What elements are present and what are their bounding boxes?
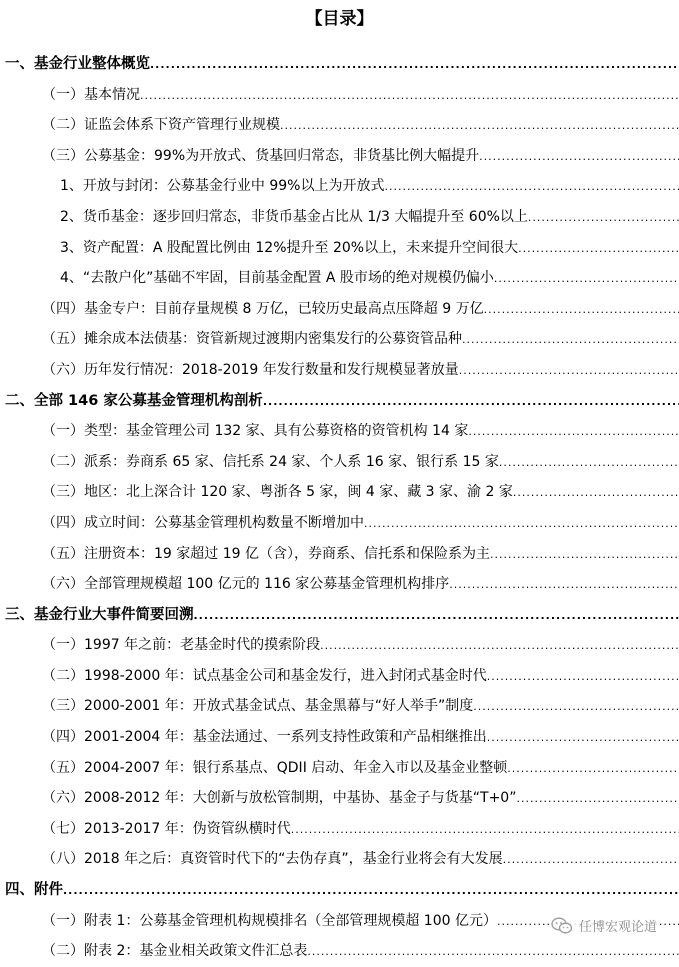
toc-item-label: （五）2004-2007 年：银行系基点、QDII 启动、年金入市以及基金业整顿 [42, 753, 507, 784]
toc-item-label: （三）2000-2001 年：开放式基金试点、基金黑幕与“好人举手”制度 [42, 691, 473, 722]
dot-leader [194, 601, 679, 631]
dot-leader [449, 570, 679, 600]
toc-item[interactable] [0, 355, 679, 386]
toc-item-label: （一）基本情况 [42, 80, 140, 111]
dot-leader [494, 264, 679, 294]
toc-item-label: （二）附表 2：基金业相关政策文件汇总表 [42, 936, 307, 967]
dot-leader [320, 631, 679, 661]
toc-item-label: （二）证监会体系下资产管理行业规模 [42, 110, 280, 141]
toc-item-label: （八）2018 年之后：真资管时代下的“去伪存真”，基金行业将会有大发展 [42, 844, 503, 875]
toc-subitem[interactable] [0, 171, 679, 202]
dot-leader [462, 325, 679, 355]
toc-item-label: （四）基金专户：目前存量规模 8 万亿，已较历史最高点压降超 9 万亿 [42, 294, 484, 325]
toc-item-label: （六）2008-2012 年：大创新与放松管制期，中基协、基金子与货基“T+0” [42, 783, 516, 814]
toc-item[interactable] [0, 753, 679, 784]
dot-leader [516, 784, 679, 814]
toc-item[interactable] [0, 539, 679, 570]
toc-item-label: （四）成立时间：公募基金管理机构数量不断增加中 [42, 508, 364, 539]
toc-section[interactable] [0, 49, 679, 80]
toc-section-label: 一、基金行业整体概览 [5, 49, 150, 80]
toc-item-label: （一）附表 1：公募基金管理机构规模排名（全部管理规模超 100 亿元） [42, 906, 497, 937]
dot-leader [140, 81, 679, 111]
dot-leader [507, 754, 679, 784]
toc-item-label: （二）派系：券商系 65 家、信托系 24 家、个人系 16 家、银行系 15 家 [42, 447, 499, 478]
toc-item[interactable] [0, 691, 679, 722]
watermark-text: 任博宏观论道 [579, 916, 657, 935]
toc-item[interactable] [0, 447, 679, 478]
toc-subitem-label: 1、开放与封闭：公募基金行业中 99%以上为开放式 [60, 171, 384, 202]
dot-leader [263, 387, 679, 417]
toc-item-label: （五）注册资本：19 家超过 19 亿（含），券商系、信托系和保险系为主 [42, 539, 490, 570]
toc-item[interactable] [0, 141, 679, 172]
toc-item[interactable] [0, 80, 679, 111]
toc-item[interactable] [0, 416, 679, 447]
toc-item[interactable] [0, 110, 679, 141]
toc-section-label: 三、基金行业大事件简要回溯 [5, 600, 194, 631]
toc-item[interactable] [0, 844, 679, 875]
toc-item-label: （三）地区：北上深合计 120 家、粤浙各 5 家，闽 4 家、藏 3 家、渝 2 家 [42, 477, 513, 508]
dot-leader [490, 540, 679, 570]
toc-item[interactable] [0, 661, 679, 692]
dot-leader [487, 662, 679, 692]
dot-leader [499, 448, 679, 478]
toc-subitem[interactable] [0, 263, 679, 294]
dot-leader [473, 692, 679, 722]
dot-leader [484, 295, 679, 325]
toc-subitem-label: 3、资产配置：A 股配置比例由 12%提升至 20%以上，未来提升空间很大 [60, 233, 518, 264]
dot-leader [63, 876, 679, 906]
toc-item[interactable] [0, 630, 679, 661]
toc-section[interactable] [0, 600, 679, 631]
toc-subitem-label: 4、“去散户化”基础不牢固，目前基金配置 A 股市场的绝对规模仍偏小 [60, 263, 494, 294]
toc-item-label: （六）历年发行情况：2018-2019 年发行数量和发行规模显著放量 [42, 355, 459, 386]
toc-subitem[interactable] [0, 202, 679, 233]
toc-item-label: （一）类型：基金管理公司 132 家、具有公募资格的资管机构 14 家 [42, 416, 468, 447]
dot-leader [479, 142, 679, 172]
toc-item-label: （四）2001-2004 年：基金法通过、一系列支持性政策和产品相继推出 [42, 722, 487, 753]
toc-item-label: （二）1998-2000 年：试点基金公司和基金发行，进入封闭式基金时代 [42, 661, 487, 692]
toc-item-label: （七）2013-2017 年：伪资管纵横时代 [42, 814, 291, 845]
dot-leader [291, 815, 679, 845]
toc-subitem[interactable] [0, 233, 679, 264]
toc-item[interactable] [0, 722, 679, 753]
dot-leader [513, 478, 679, 508]
dot-leader [503, 845, 679, 875]
dot-leader [459, 356, 679, 386]
toc-section-label: 二、全部 146 家公募基金管理机构剖析 [5, 386, 263, 417]
toc-item[interactable] [0, 569, 679, 600]
toc-item-label: （五）摊余成本法债基：资管新规过渡期内密集发行的公募资管品种 [42, 324, 462, 355]
toc-item[interactable] [0, 324, 679, 355]
dot-leader [528, 203, 679, 233]
toc-item[interactable] [0, 783, 679, 814]
dot-leader [307, 937, 679, 967]
dot-leader [150, 50, 679, 80]
dot-leader [364, 509, 679, 539]
page-title: 【目录】 [0, 8, 679, 30]
toc-item-label: （一）1997 年之前：老基金时代的摸索阶段 [42, 630, 320, 661]
dot-leader [280, 111, 679, 141]
table-of-contents [0, 49, 679, 967]
dot-leader [487, 723, 679, 753]
toc-section[interactable] [0, 875, 679, 906]
dot-leader [384, 172, 679, 202]
toc-item-label: （六）全部管理规模超 100 亿元的 116 家公募基金管理机构排序 [42, 569, 449, 600]
wechat-icon [551, 917, 573, 935]
toc-item-label: （三）公募基金：99%为开放式、货基回归常态，非货基比例大幅提升 [42, 141, 479, 172]
toc-item[interactable] [0, 508, 679, 539]
toc-item[interactable] [0, 477, 679, 508]
toc-subitem-label: 2、货币基金：逐步回归常态，非货币基金占比从 1/3 大幅提升至 60%以上 [60, 202, 528, 233]
toc-item[interactable] [0, 936, 679, 967]
toc-item[interactable] [0, 814, 679, 845]
toc-item[interactable] [0, 294, 679, 325]
toc-section-label: 四、附件 [5, 875, 63, 906]
watermark [549, 916, 659, 935]
toc-section[interactable] [0, 386, 679, 417]
dot-leader [518, 234, 679, 264]
dot-leader [468, 417, 679, 447]
